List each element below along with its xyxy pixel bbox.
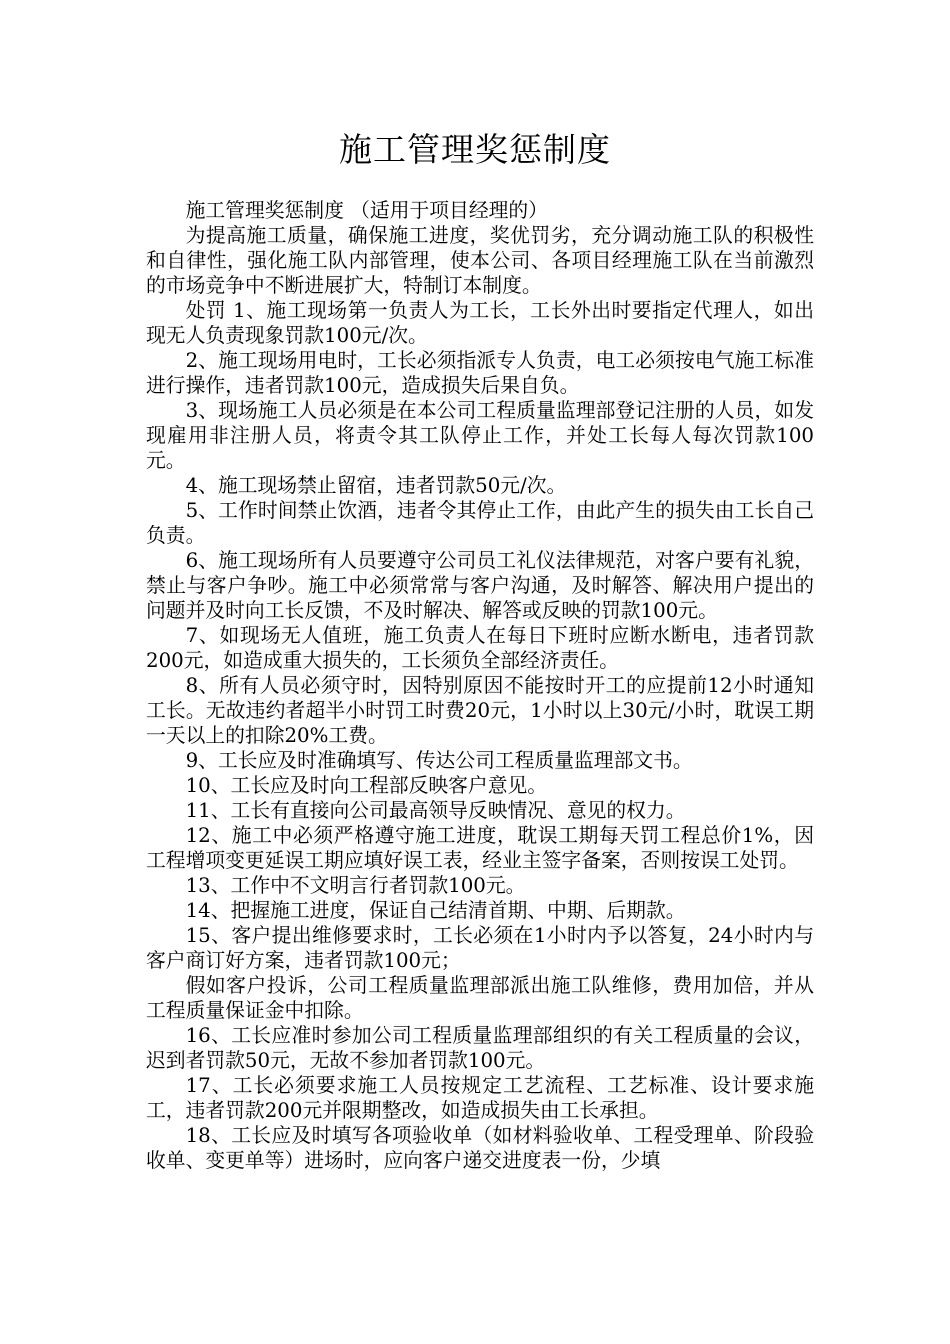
paragraph-rule-2: 2、施工现场用电时，工长必须指派专人负责，电工必须按电气施工标准进行操作，违者罚款100元，造成损失后果自负。 <box>146 349 814 397</box>
paragraph-rule-18: 18、工长应及时填写各项验收单（如材料验收单、工程受理单、阶段验收单、变更单等）进场时，应向客户递交进度表一份，少填 <box>146 1124 814 1172</box>
paragraph-rule-14: 14、把握施工进度，保证自己结清首期、中期、后期款。 <box>185 899 686 922</box>
paragraph-rule-17: 17、工长必须要求施工人员按规定工艺流程、工艺标准、设计要求施工，违者罚款200元并限期整改，如造成损失由工长承担。 <box>146 1074 814 1122</box>
paragraph-rule-4: 4、施工现场禁止留宿，违者罚款50元/次。 <box>185 474 567 497</box>
paragraph-rule-1: 处罚 1、施工现场第一负责人为工长，工长外出时要指定代理人，如出现无人负责现象罚款100元/次。 <box>146 299 814 347</box>
paragraph-rule-13: 13、工作中不文明言行者罚款100元。 <box>185 874 526 897</box>
paragraph-rule-16: 16、工长应准时参加公司工程质量监理部组织的有关工程质量的会议，迟到者罚款50元，无故不参加者罚款100元。 <box>146 1024 814 1072</box>
paragraph-subtitle: 施工管理奖惩制度 （适用于项目经理的） <box>185 199 548 222</box>
paragraph-rule-11: 11、工长有直接向公司最高领导反映情况、意见的权力。 <box>185 799 686 822</box>
paragraph-rule-8: 8、所有人员必须守时，因特别原因不能按时开工的应提前12小时通知工长。无故违约者超半小时罚工时费20元，1小时以上30元/小时，耽误工期一天以上的扣除20%工费。 <box>146 674 814 747</box>
paragraph-rule-9: 9、工长应及时准确填写、传达公司工程质量监理部文书。 <box>185 749 693 772</box>
paragraph-rule-3: 3、现场施工人员必须是在本公司工程质量监理部登记注册的人员，如发现雇用非注册人员，将责令其工队停止工作，并处工长每人每次罚款100元。 <box>146 399 814 472</box>
paragraph-intro: 为提高施工质量，确保施工进度，奖优罚劣，充分调动施工队的积极性和自律性，强化施工队内部管理，使本公司、各项目经理施工队在当前激烈的市场竞争中不断进展扩大，特制订本制度。 <box>146 224 814 297</box>
paragraph-rule-5: 5、工作时间禁止饮酒，违者令其停止工作，由此产生的损失由工长自己负责。 <box>146 499 814 547</box>
paragraph-rule-10: 10、工长应及时向工程部反映客户意见。 <box>185 774 548 797</box>
paragraph-rule-15-note: 假如客户投诉，公司工程质量监理部派出施工队维修，费用加倍，并从工程质量保证金中扣除。 <box>146 974 814 1022</box>
paragraph-rule-7: 7、如现场无人值班，施工负责人在每日下班时应断水断电，违者罚款200元，如造成重大损失的，工长须负全部经济责任。 <box>146 624 814 672</box>
paragraph-rule-6: 6、施工现场所有人员要遵守公司员工礼仪法律规范，对客户要有礼貌，禁止与客户争吵。施工中必须常常与客户沟通，及时解答、解决用户提出的问题并及时向工长反馈，不及时解决、解答或反映的罚款100元。 <box>146 549 814 622</box>
document-title: 施工管理奖惩制度 <box>339 130 611 169</box>
paragraph-rule-15: 15、客户提出维修要求时，工长必须在1小时内予以答复，24小时内与客户商订好方案，违者罚款100元； <box>146 924 814 972</box>
paragraph-rule-12: 12、施工中必须严格遵守施工进度，耽误工期每天罚工程总价1%，因工程增项变更延误工期应填好误工表，经业主签字备案，否则按误工处罚。 <box>146 824 814 872</box>
document-body <box>146 198 814 1173</box>
